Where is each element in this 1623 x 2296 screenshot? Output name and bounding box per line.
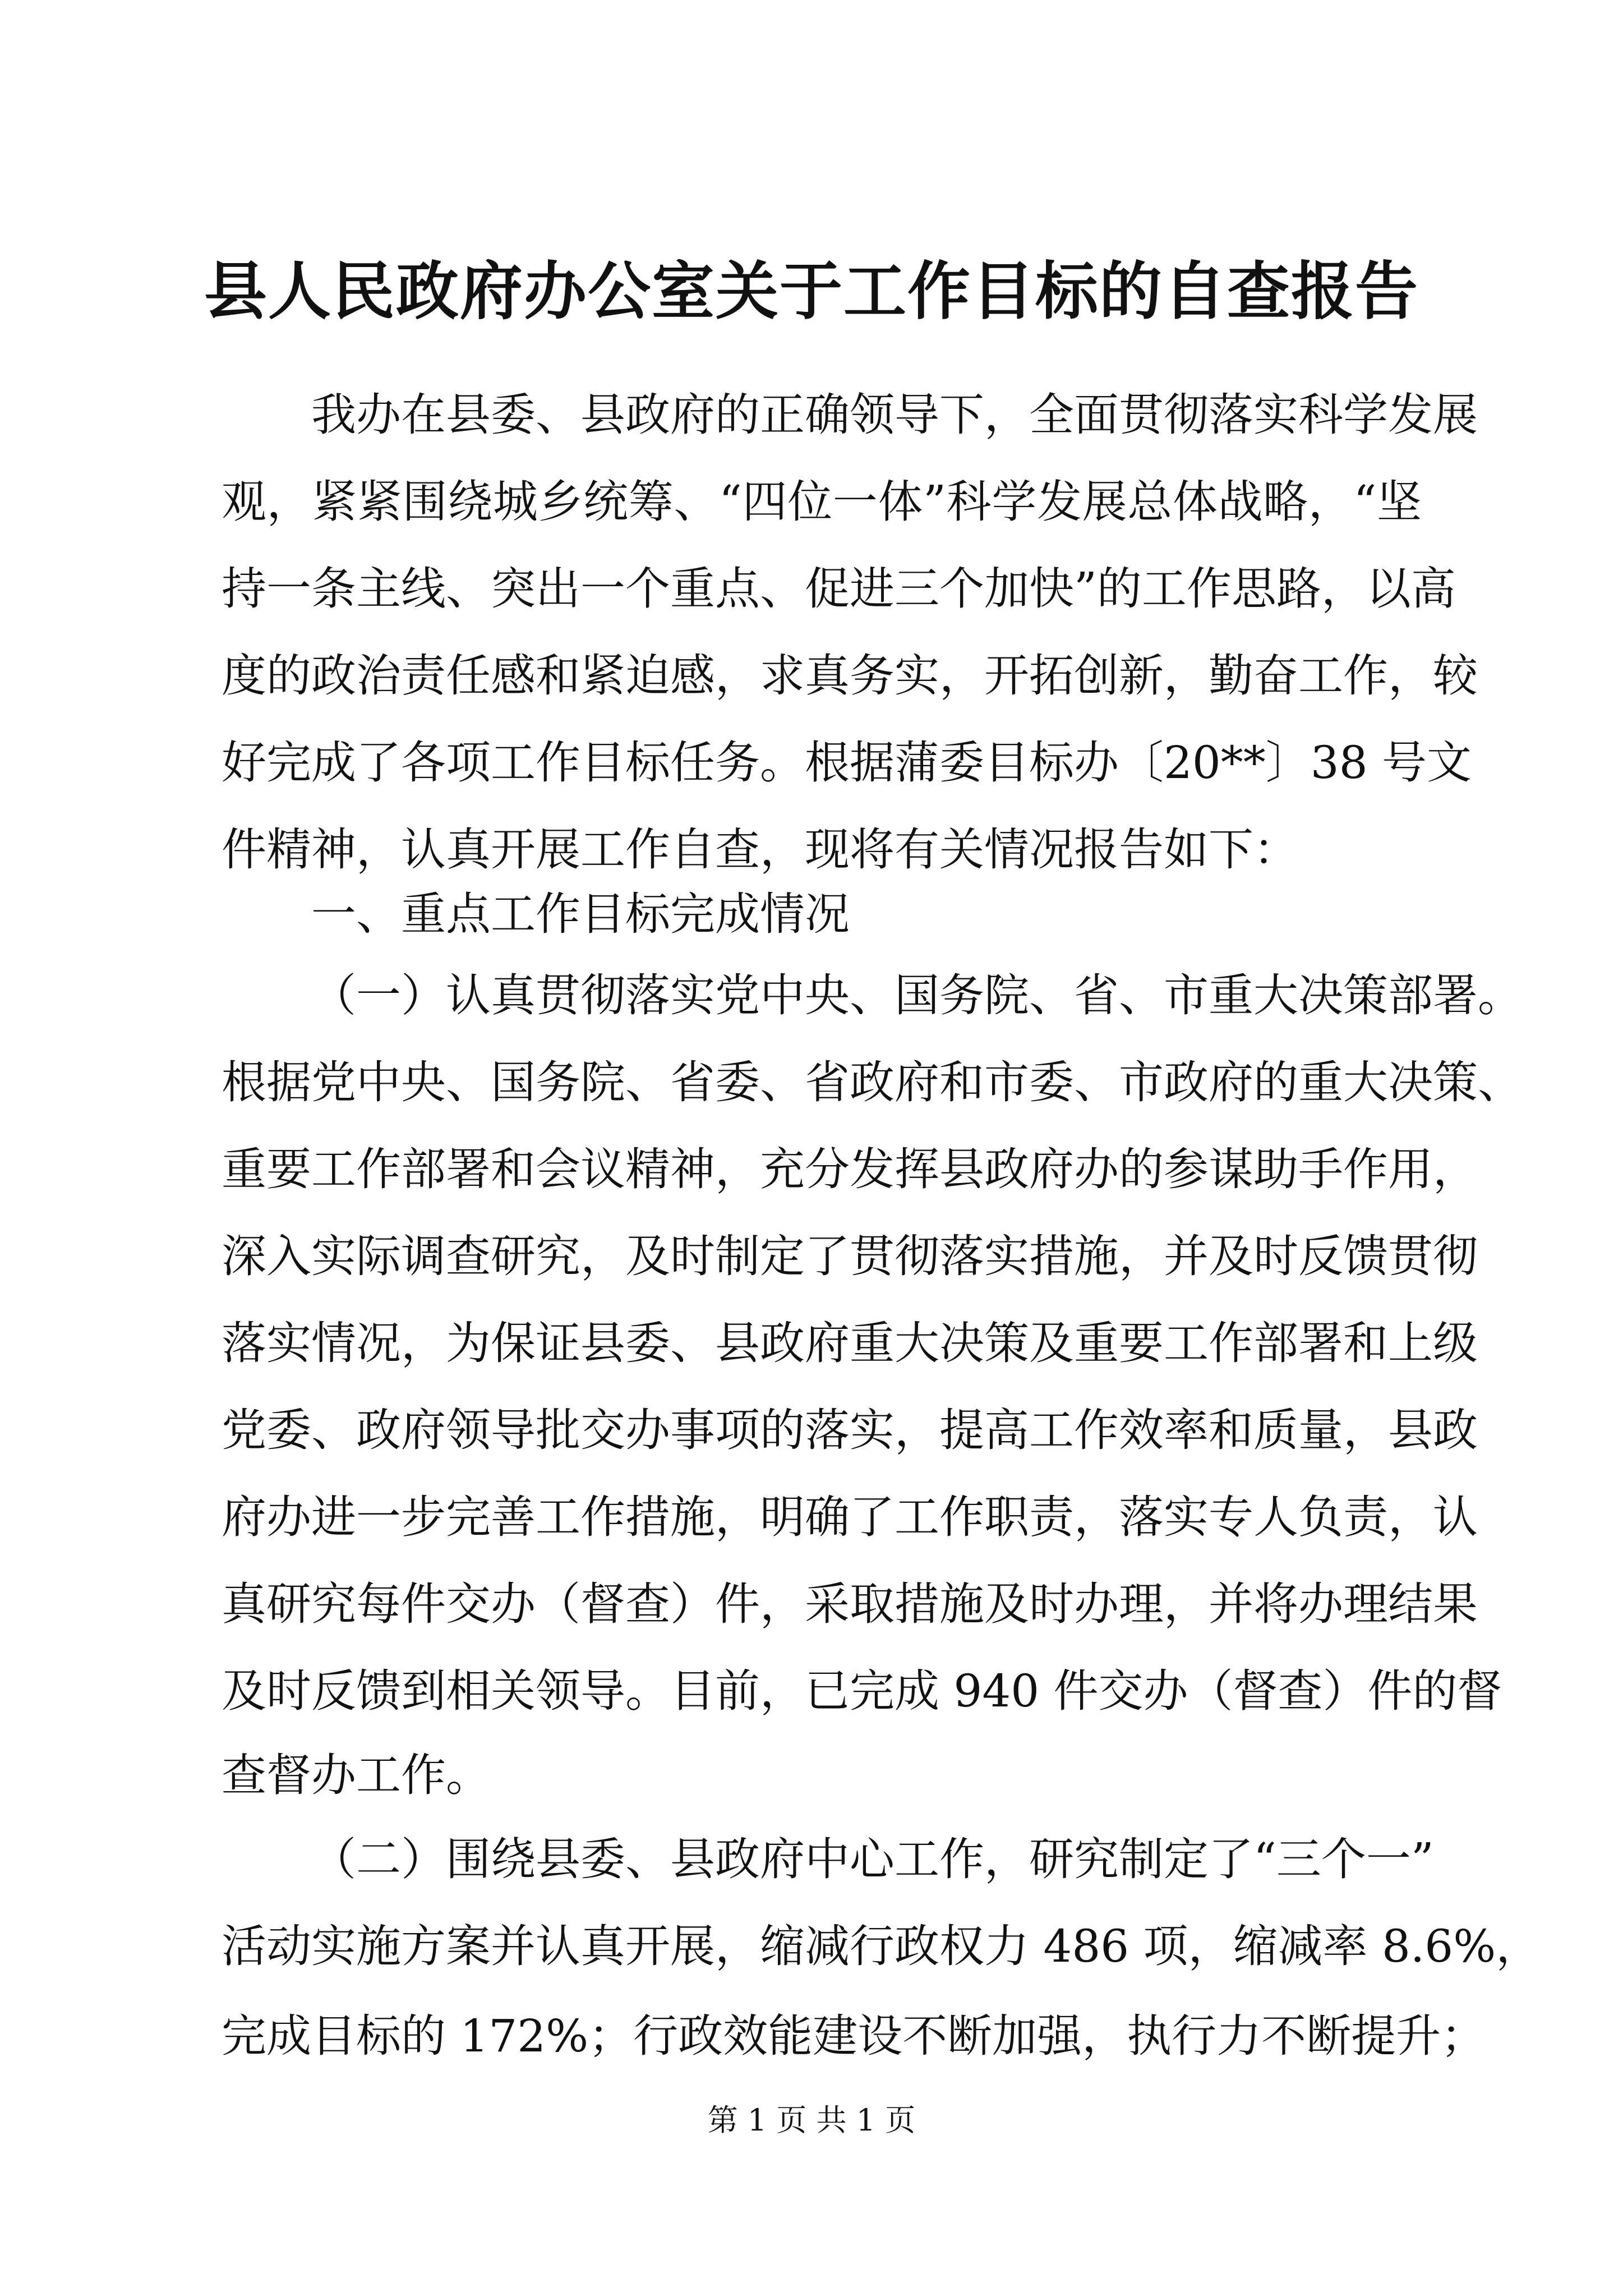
text-line: 重要工作部署和会议精神，充分发挥县政府办的参谋助手作用， [222,1143,1478,1195]
text-line: （一）认真贯彻落实党中央、国务院、省、市重大决策部署。 [311,969,1523,1022]
text-line: 度的政治责任感和紧迫感，求真务实，开拓创新，勤奋工作，较 [222,650,1478,702]
text-line: 完成目标的 172%；行政效能建设不断加强，执行力不断提升； [222,2010,1486,2062]
text-line: 落实情况，为保证县委、县政府重大决策及重要工作部署和上级 [222,1317,1478,1369]
text-line: 持一条主线、突出一个重点、促进三个加快”的工作思路，以高 [222,563,1456,615]
text-line: 深入实际调查研究，及时制定了贯彻落实措施，并及时反馈贯彻 [222,1230,1478,1282]
text-line: 活动实施方案并认真开展，缩减行政权力 486 项，缩减率 8.6%， [222,1920,1541,1972]
text-line: 党委、政府领导批交办事项的落实，提高工作效率和质量，县政 [222,1404,1478,1456]
text-line: 好完成了各项工作目标任务。根据蒲委目标办〔20**〕38 号文 [222,737,1472,789]
text-line: 我办在县委、县政府的正确领导下，全面贯彻落实科学发展 [311,389,1478,441]
text-line: 府办进一步完善工作措施，明确了工作职责，落实专人负责，认 [222,1491,1478,1543]
text-line: 根据党中央、国务院、省委、省政府和市委、市政府的重大决策、 [222,1056,1523,1108]
text-line: 观，紧紧围绕城乡统筹、“四位一体”科学发展总体战略，“坚 [222,476,1422,528]
section-heading: 一、重点工作目标完成情况 [311,888,850,940]
text-line: 查督办工作。 [222,1749,491,1801]
document-title: 县人民政府办公室关于工作目标的自查报告 [204,255,1419,328]
text-line: 及时反馈到相关领导。目前，已完成 940 件交办（督查）件的督 [222,1665,1502,1717]
page-footer: 第 1 页 共 1 页 [707,2102,916,2138]
text-line: （二）围绕县委、县政府中心工作，研究制定了“三个一” [311,1833,1434,1885]
text-line: 真研究每件交办（督查）件，采取措施及时办理，并将办理结果 [222,1578,1478,1630]
text-line: 件精神，认真开展工作自查，现将有关情况报告如下： [222,823,1298,876]
